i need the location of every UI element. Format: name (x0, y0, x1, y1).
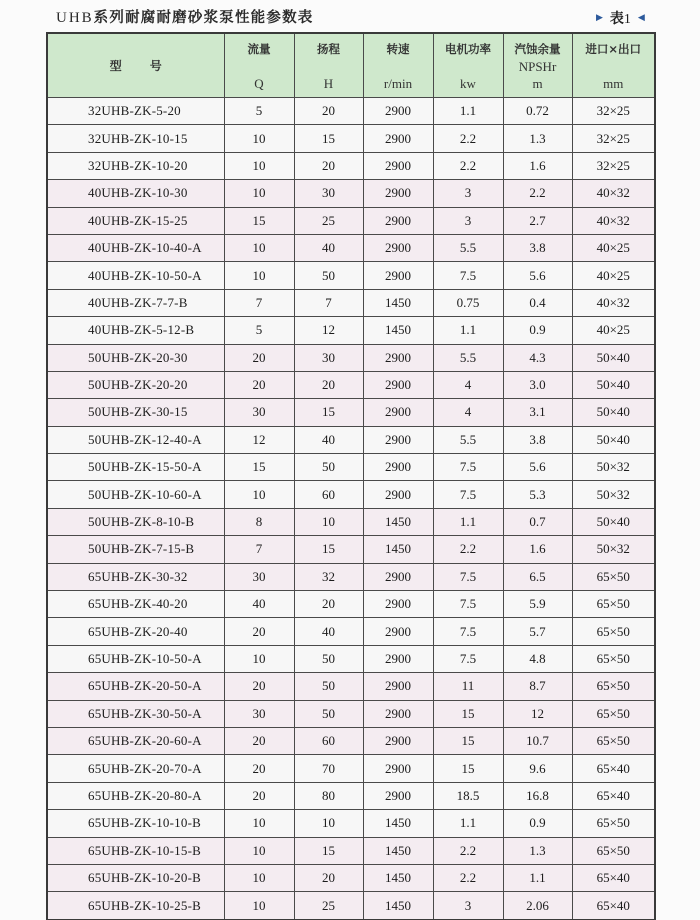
pump-parameter-table (46, 32, 656, 920)
cell-head: 30 (294, 344, 363, 371)
cell-speed: 1450 (363, 289, 433, 316)
cell-head: 20 (294, 152, 363, 179)
cell-motor-power: 5.5 (433, 344, 503, 371)
cell-npshr: 0.9 (503, 810, 572, 837)
table-row (47, 536, 655, 563)
cell-flow: 10 (224, 864, 294, 891)
cell-inlet-outlet: 50×40 (572, 508, 655, 535)
cell-model: 40UHB-ZK-5-12-B (47, 317, 224, 344)
cell-model: 50UHB-ZK-12-40-A (47, 426, 224, 453)
cell-model: 40UHB-ZK-15-25 (47, 207, 224, 234)
table-row (47, 700, 655, 727)
table-row (47, 782, 655, 809)
cell-model: 32UHB-ZK-10-20 (47, 152, 224, 179)
cell-flow: 10 (224, 892, 294, 920)
cell-model: 40UHB-ZK-10-50-A (47, 262, 224, 289)
cell-npshr: 3.8 (503, 234, 572, 261)
table-row (47, 317, 655, 344)
cell-npshr: 4.3 (503, 344, 572, 371)
cell-head: 50 (294, 454, 363, 481)
cell-flow: 20 (224, 727, 294, 754)
cell-model: 65UHB-ZK-30-50-A (47, 700, 224, 727)
cell-model: 65UHB-ZK-20-50-A (47, 673, 224, 700)
cell-inlet-outlet: 65×50 (572, 810, 655, 837)
cell-inlet-outlet: 50×32 (572, 536, 655, 563)
cell-speed: 2900 (363, 371, 433, 398)
cell-npshr: 8.7 (503, 673, 572, 700)
cell-motor-power: 1.1 (433, 810, 503, 837)
cell-motor-power: 15 (433, 727, 503, 754)
cell-inlet-outlet: 50×32 (572, 481, 655, 508)
table-row (47, 837, 655, 864)
title-text: 系列耐腐耐磨砂浆泵性能参数表 (93, 10, 314, 26)
cell-motor-power: 2.2 (433, 152, 503, 179)
cell-head: 15 (294, 399, 363, 426)
cell-head: 20 (294, 371, 363, 398)
cell-speed: 2900 (363, 618, 433, 645)
table-row (47, 508, 655, 535)
header-inlet-outlet: 进口×出口 mm (572, 33, 655, 98)
cell-speed: 2900 (363, 98, 433, 125)
cell-motor-power: 7.5 (433, 563, 503, 590)
cell-model: 65UHB-ZK-40-20 (47, 591, 224, 618)
cell-speed: 2900 (363, 152, 433, 179)
cell-flow: 20 (224, 673, 294, 700)
table-row (47, 371, 655, 398)
cell-npshr: 1.3 (503, 125, 572, 152)
cell-head: 15 (294, 837, 363, 864)
cell-speed: 2900 (363, 782, 433, 809)
cell-speed: 2900 (363, 755, 433, 782)
table-row (47, 180, 655, 207)
table-row (47, 591, 655, 618)
cell-flow: 20 (224, 344, 294, 371)
cell-inlet-outlet: 50×40 (572, 344, 655, 371)
cell-speed: 2900 (363, 591, 433, 618)
cell-speed: 2900 (363, 399, 433, 426)
cell-flow: 7 (224, 536, 294, 563)
cell-head: 30 (294, 180, 363, 207)
table-row (47, 810, 655, 837)
cell-flow: 10 (224, 810, 294, 837)
cell-motor-power: 7.5 (433, 618, 503, 645)
cell-motor-power: 4 (433, 371, 503, 398)
cell-speed: 1450 (363, 508, 433, 535)
cell-motor-power: 7.5 (433, 645, 503, 672)
cell-motor-power: 2.2 (433, 125, 503, 152)
cell-npshr: 3.1 (503, 399, 572, 426)
table-row (47, 399, 655, 426)
cell-inlet-outlet: 40×32 (572, 289, 655, 316)
cell-npshr: 1.1 (503, 864, 572, 891)
cell-flow: 10 (224, 262, 294, 289)
cell-speed: 2900 (363, 344, 433, 371)
table-row (47, 755, 655, 782)
cell-inlet-outlet: 65×40 (572, 782, 655, 809)
cell-flow: 40 (224, 591, 294, 618)
cell-npshr: 5.7 (503, 618, 572, 645)
cell-speed: 1450 (363, 837, 433, 864)
cell-npshr: 4.8 (503, 645, 572, 672)
cell-speed: 1450 (363, 317, 433, 344)
cell-motor-power: 7.5 (433, 454, 503, 481)
table-label-number: 1 (623, 12, 631, 27)
table-row (47, 727, 655, 754)
cell-flow: 20 (224, 618, 294, 645)
cell-flow: 20 (224, 782, 294, 809)
cell-npshr: 5.6 (503, 262, 572, 289)
cell-head: 10 (294, 508, 363, 535)
cell-speed: 2900 (363, 645, 433, 672)
cell-flow: 30 (224, 399, 294, 426)
cell-inlet-outlet: 32×25 (572, 125, 655, 152)
cell-speed: 2900 (363, 262, 433, 289)
cell-npshr: 2.7 (503, 207, 572, 234)
table-row (47, 454, 655, 481)
triangle-right-icon: ▶ (596, 13, 603, 23)
header-head: 扬程 H (294, 33, 363, 98)
table-header-row (47, 33, 655, 98)
cell-flow: 8 (224, 508, 294, 535)
cell-head: 60 (294, 481, 363, 508)
cell-flow: 5 (224, 317, 294, 344)
cell-npshr: 2.2 (503, 180, 572, 207)
cell-model: 65UHB-ZK-10-25-B (47, 892, 224, 920)
header-npshr: 汽蚀余量 NPSHr m (503, 33, 572, 98)
cell-model: 65UHB-ZK-30-32 (47, 563, 224, 590)
cell-speed: 2900 (363, 481, 433, 508)
cell-head: 40 (294, 234, 363, 261)
header-motor-power: 电机功率 kw (433, 33, 503, 98)
cell-flow: 15 (224, 454, 294, 481)
cell-motor-power: 11 (433, 673, 503, 700)
cell-npshr: 3.0 (503, 371, 572, 398)
cell-motor-power: 3 (433, 180, 503, 207)
cell-head: 40 (294, 618, 363, 645)
cell-inlet-outlet: 65×50 (572, 618, 655, 645)
cell-npshr: 0.4 (503, 289, 572, 316)
table-row (47, 98, 655, 125)
cell-npshr: 2.06 (503, 892, 572, 920)
cell-inlet-outlet: 40×25 (572, 234, 655, 261)
cell-inlet-outlet: 65×50 (572, 563, 655, 590)
cell-flow: 30 (224, 700, 294, 727)
table-body (47, 98, 655, 920)
cell-inlet-outlet: 50×40 (572, 426, 655, 453)
cell-flow: 7 (224, 289, 294, 316)
cell-head: 70 (294, 755, 363, 782)
cell-npshr: 10.7 (503, 727, 572, 754)
cell-model: 40UHB-ZK-10-40-A (47, 234, 224, 261)
table-row (47, 234, 655, 261)
header-model: 型号 (47, 33, 224, 98)
cell-model: 65UHB-ZK-10-20-B (47, 864, 224, 891)
cell-speed: 2900 (363, 563, 433, 590)
cell-inlet-outlet: 65×50 (572, 727, 655, 754)
cell-head: 50 (294, 262, 363, 289)
cell-flow: 20 (224, 755, 294, 782)
cell-motor-power: 18.5 (433, 782, 503, 809)
cell-model: 65UHB-ZK-20-60-A (47, 727, 224, 754)
cell-model: 50UHB-ZK-7-15-B (47, 536, 224, 563)
table-number-label (596, 8, 645, 28)
cell-speed: 2900 (363, 673, 433, 700)
cell-flow: 15 (224, 207, 294, 234)
table-row (47, 207, 655, 234)
cell-model: 40UHB-ZK-7-7-B (47, 289, 224, 316)
cell-motor-power: 3 (433, 207, 503, 234)
cell-model: 50UHB-ZK-15-50-A (47, 454, 224, 481)
cell-model: 32UHB-ZK-10-15 (47, 125, 224, 152)
header-speed: 转速 r/min (363, 33, 433, 98)
table-row (47, 426, 655, 453)
cell-flow: 5 (224, 98, 294, 125)
table-row (47, 152, 655, 179)
table-row (47, 481, 655, 508)
cell-head: 32 (294, 563, 363, 590)
cell-npshr: 1.3 (503, 837, 572, 864)
cell-motor-power: 0.75 (433, 289, 503, 316)
cell-flow: 10 (224, 152, 294, 179)
cell-speed: 1450 (363, 810, 433, 837)
cell-motor-power: 7.5 (433, 481, 503, 508)
cell-speed: 2900 (363, 700, 433, 727)
cell-motor-power: 5.5 (433, 234, 503, 261)
cell-motor-power: 1.1 (433, 317, 503, 344)
cell-inlet-outlet: 32×25 (572, 98, 655, 125)
cell-model: 65UHB-ZK-10-50-A (47, 645, 224, 672)
cell-npshr: 12 (503, 700, 572, 727)
header-flow: 流量 Q (224, 33, 294, 98)
cell-head: 40 (294, 426, 363, 453)
cell-motor-power: 5.5 (433, 426, 503, 453)
cell-flow: 30 (224, 563, 294, 590)
cell-speed: 2900 (363, 207, 433, 234)
cell-motor-power: 7.5 (433, 262, 503, 289)
cell-model: 50UHB-ZK-20-30 (47, 344, 224, 371)
cell-flow: 10 (224, 234, 294, 261)
cell-model: 50UHB-ZK-30-15 (47, 399, 224, 426)
cell-flow: 10 (224, 180, 294, 207)
cell-motor-power: 15 (433, 755, 503, 782)
cell-head: 7 (294, 289, 363, 316)
cell-head: 50 (294, 700, 363, 727)
cell-speed: 1450 (363, 892, 433, 920)
cell-motor-power: 2.2 (433, 536, 503, 563)
cell-inlet-outlet: 40×32 (572, 207, 655, 234)
cell-model: 40UHB-ZK-10-30 (47, 180, 224, 207)
cell-head: 20 (294, 98, 363, 125)
table-row (47, 344, 655, 371)
cell-model: 50UHB-ZK-10-60-A (47, 481, 224, 508)
table-label-text: 表 (609, 11, 624, 27)
cell-npshr: 1.6 (503, 536, 572, 563)
cell-head: 15 (294, 536, 363, 563)
table-row (47, 563, 655, 590)
cell-motor-power: 1.1 (433, 98, 503, 125)
table-row (47, 864, 655, 891)
cell-head: 20 (294, 864, 363, 891)
cell-speed: 2900 (363, 125, 433, 152)
cell-head: 25 (294, 892, 363, 920)
cell-model: 65UHB-ZK-20-40 (47, 618, 224, 645)
cell-inlet-outlet: 65×50 (572, 591, 655, 618)
cell-speed: 1450 (363, 864, 433, 891)
cell-motor-power: 4 (433, 399, 503, 426)
cell-speed: 2900 (363, 727, 433, 754)
cell-flow: 10 (224, 645, 294, 672)
cell-inlet-outlet: 65×40 (572, 864, 655, 891)
cell-inlet-outlet: 65×50 (572, 700, 655, 727)
cell-inlet-outlet: 65×50 (572, 673, 655, 700)
cell-flow: 20 (224, 371, 294, 398)
cell-model: 65UHB-ZK-20-80-A (47, 782, 224, 809)
cell-inlet-outlet: 40×25 (572, 262, 655, 289)
cell-head: 10 (294, 810, 363, 837)
cell-motor-power: 7.5 (433, 591, 503, 618)
cell-flow: 10 (224, 481, 294, 508)
cell-npshr: 1.6 (503, 152, 572, 179)
cell-model: 50UHB-ZK-8-10-B (47, 508, 224, 535)
cell-head: 50 (294, 673, 363, 700)
cell-head: 25 (294, 207, 363, 234)
table-row (47, 892, 655, 920)
cell-npshr: 6.5 (503, 563, 572, 590)
cell-flow: 10 (224, 837, 294, 864)
cell-model: 65UHB-ZK-10-10-B (47, 810, 224, 837)
cell-speed: 1450 (363, 536, 433, 563)
triangle-left-icon: ◀ (637, 13, 645, 23)
table-row (47, 618, 655, 645)
cell-head: 20 (294, 591, 363, 618)
table-row (47, 262, 655, 289)
cell-flow: 12 (224, 426, 294, 453)
page-title (56, 6, 313, 27)
cell-npshr: 5.6 (503, 454, 572, 481)
cell-npshr: 0.9 (503, 317, 572, 344)
cell-model: 65UHB-ZK-20-70-A (47, 755, 224, 782)
cell-head: 80 (294, 782, 363, 809)
cell-inlet-outlet: 65×50 (572, 837, 655, 864)
cell-inlet-outlet: 50×40 (572, 399, 655, 426)
cell-head: 50 (294, 645, 363, 672)
cell-speed: 2900 (363, 426, 433, 453)
cell-npshr: 5.3 (503, 481, 572, 508)
cell-model: 65UHB-ZK-10-15-B (47, 837, 224, 864)
cell-head: 15 (294, 125, 363, 152)
cell-model: 50UHB-ZK-20-20 (47, 371, 224, 398)
title-series: UHB (56, 10, 94, 26)
cell-flow: 10 (224, 125, 294, 152)
cell-inlet-outlet: 32×25 (572, 152, 655, 179)
cell-speed: 2900 (363, 234, 433, 261)
cell-npshr: 9.6 (503, 755, 572, 782)
cell-inlet-outlet: 40×32 (572, 180, 655, 207)
table-row (47, 125, 655, 152)
cell-motor-power: 1.1 (433, 508, 503, 535)
cell-npshr: 3.8 (503, 426, 572, 453)
cell-npshr: 0.7 (503, 508, 572, 535)
table-row (47, 289, 655, 316)
cell-inlet-outlet: 40×25 (572, 317, 655, 344)
cell-motor-power: 3 (433, 892, 503, 920)
cell-speed: 2900 (363, 180, 433, 207)
cell-motor-power: 2.2 (433, 837, 503, 864)
cell-npshr: 16.8 (503, 782, 572, 809)
cell-speed: 2900 (363, 454, 433, 481)
cell-model: 32UHB-ZK-5-20 (47, 98, 224, 125)
cell-inlet-outlet: 50×32 (572, 454, 655, 481)
cell-motor-power: 2.2 (433, 864, 503, 891)
table-row (47, 673, 655, 700)
cell-npshr: 0.72 (503, 98, 572, 125)
cell-inlet-outlet: 65×40 (572, 892, 655, 920)
cell-inlet-outlet: 65×40 (572, 755, 655, 782)
cell-motor-power: 15 (433, 700, 503, 727)
cell-inlet-outlet: 65×50 (572, 645, 655, 672)
cell-head: 12 (294, 317, 363, 344)
cell-head: 60 (294, 727, 363, 754)
cell-npshr: 5.9 (503, 591, 572, 618)
table-row (47, 645, 655, 672)
cell-inlet-outlet: 50×40 (572, 371, 655, 398)
